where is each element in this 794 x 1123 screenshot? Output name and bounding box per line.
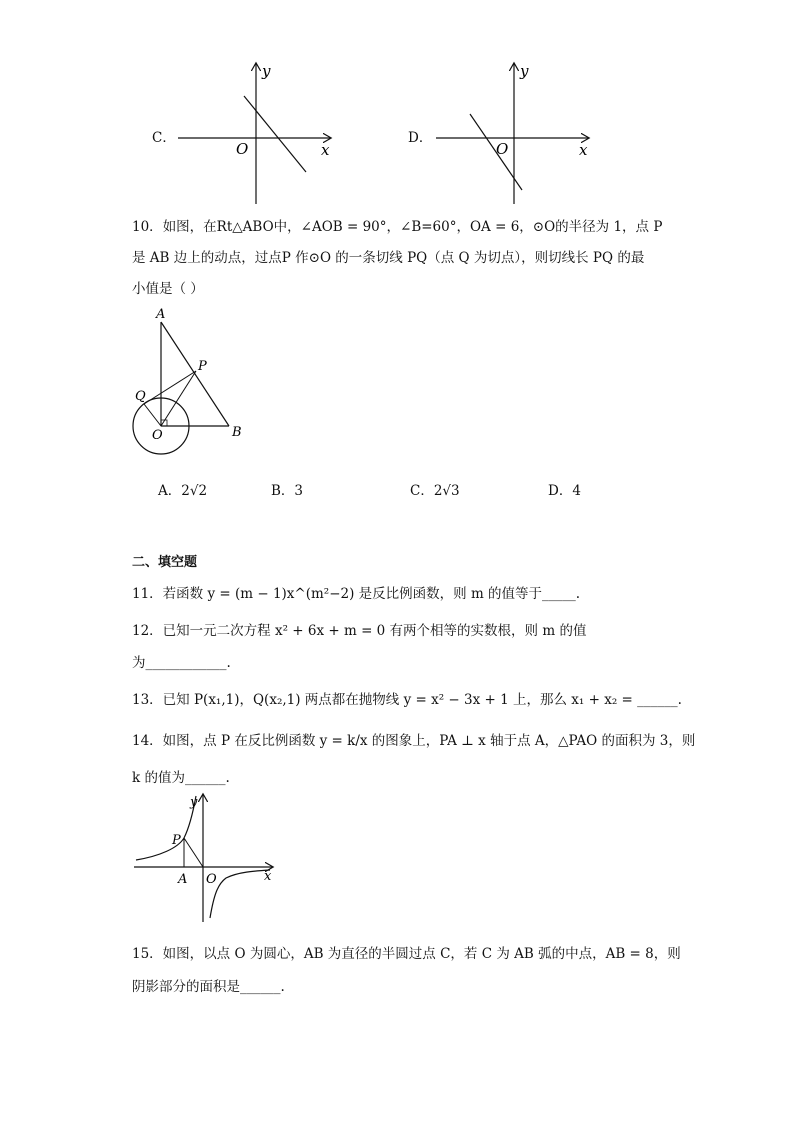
q10-option-b[interactable]: B．3	[271, 483, 304, 499]
x-axis-label: x	[321, 141, 330, 159]
graph-line	[244, 96, 306, 172]
label-a: A	[178, 872, 188, 887]
q10-option-c[interactable]: C．2√3	[410, 483, 460, 499]
q13: 13．已知 P(x₁,1)，Q(x₂,1) 两点都在抛物线 y = x² − 3x + 1 上，那么 x₁ + x₂ = ______.	[132, 692, 682, 708]
y-axis-label: y	[262, 62, 271, 80]
q12-line-1: 12．已知一元二次方程 x² + 6x + m = 0 有两个相等的实数根，则 m 的值	[132, 623, 587, 639]
label-q: Q	[135, 389, 146, 404]
q10-line-2: 是 AB 边上的动点，过点P 作⊙O 的一条切线 PQ（点 Q 为切点），则切线长 PQ 的最	[132, 250, 645, 266]
hyperbola-branch-right	[210, 870, 270, 918]
label-p: P	[198, 359, 207, 374]
x-axis-label: x	[579, 141, 588, 159]
hyperbola-branch-left	[136, 796, 196, 860]
q11: 11．若函数 y = (m − 1)x^(m²−2) 是反比例函数，则 m 的值等于_____.	[132, 586, 581, 602]
origin-label: O	[236, 140, 249, 158]
q14-line-2: k 的值为______.	[132, 770, 230, 786]
option-c-label: C．	[152, 130, 176, 146]
q12-line-2: 为____________.	[132, 655, 231, 671]
label-o: O	[206, 872, 217, 887]
y-axis-label: y	[520, 62, 529, 80]
label-a: A	[156, 307, 166, 322]
q10-line-3: 小值是（ ）	[132, 281, 204, 297]
q10-figure	[126, 302, 256, 462]
q10-text-1: 如图，在Rt△ABO中，∠AOB = 90°，∠B=60°，OA = 6，⊙O的半径为 1，点 P	[162, 219, 663, 235]
label-b: B	[232, 425, 242, 440]
q10-option-a[interactable]: A．2√2	[158, 483, 208, 499]
label-x: x	[264, 869, 272, 884]
q15-line-2: 阴影部分的面积是______.	[132, 979, 285, 995]
q10-line-1: 10．如图，在Rt△ABO中，∠AOB = 90°，∠B=60°，OA = 6，⊙O的半径为 1，点 P	[132, 219, 663, 235]
option-c-graph	[170, 58, 340, 208]
q10-option-d[interactable]: D．4	[548, 483, 581, 499]
q15-line-1: 15．如图，以点 O 为圆心，AB 为直径的半圆过点 C，若 C 为 AB 弧的中点，AB = 8，则	[132, 946, 681, 962]
q14-line-1: 14．如图，点 P 在反比例函数 y = k/x 的图象上，PA ⊥ x 轴于点 A，△PAO 的面积为 3，则	[132, 733, 696, 749]
section-title: 二、填空题	[132, 555, 198, 570]
option-d-label: D．	[408, 130, 433, 146]
label-p: P	[172, 833, 181, 848]
q14-figure	[130, 790, 280, 925]
origin-label: O	[496, 140, 509, 158]
label-o: O	[152, 428, 163, 443]
label-y: y	[190, 795, 198, 810]
option-d-graph	[428, 58, 598, 208]
